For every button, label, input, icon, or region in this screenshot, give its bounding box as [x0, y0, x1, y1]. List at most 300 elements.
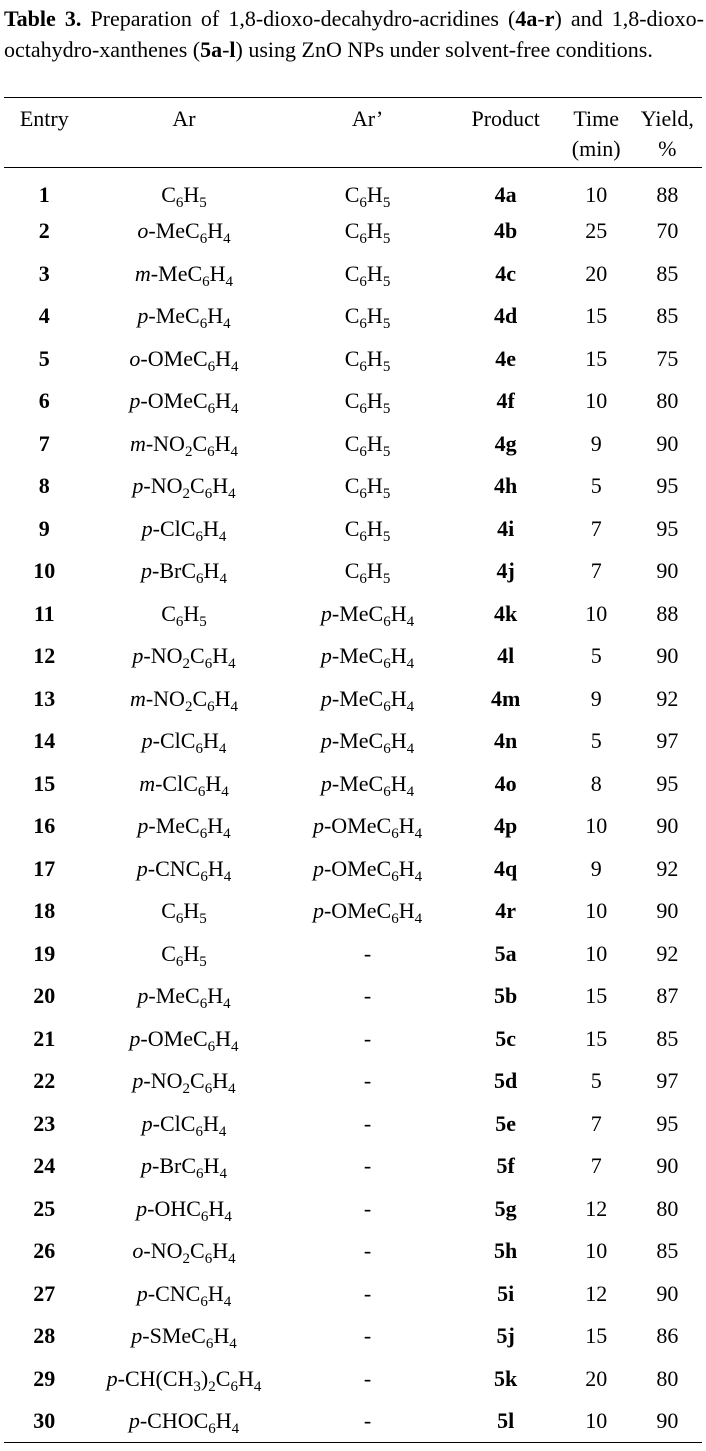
table-row: [4, 465, 702, 508]
formula-part: H: [390, 770, 407, 796]
formula-part: BrC: [159, 558, 197, 584]
formula-subscript: 6: [383, 741, 391, 758]
yield-cell: 95: [656, 473, 679, 499]
formula-subscript: 4: [228, 656, 236, 673]
formula-part: MeC: [158, 260, 203, 286]
formula-subscript: 4: [228, 486, 236, 503]
table-row: [4, 1315, 702, 1358]
table-row: [4, 253, 702, 296]
formula-part: -: [363, 1153, 372, 1179]
ar-prime-cell: [283, 168, 451, 211]
entry-cell: 8: [38, 473, 50, 499]
formula-part: H: [202, 728, 219, 754]
formula-part: C: [192, 430, 208, 456]
ar-cell: [85, 1315, 284, 1358]
formula-subscript: 4: [223, 868, 232, 885]
formula-part: C: [161, 600, 176, 626]
yield-cell: 80: [656, 1195, 679, 1221]
table-row: [4, 550, 702, 593]
ar-prime-cell: [283, 848, 451, 891]
yield-cell: 92: [656, 940, 679, 966]
time-cell: 9: [590, 855, 602, 881]
product-cell: 4i: [497, 515, 515, 541]
yield-cell: 90: [656, 813, 679, 839]
ar-prime-cell: [283, 805, 451, 848]
formula-part: C: [344, 388, 360, 414]
formula-part: -: [363, 1195, 372, 1221]
formula-part: OMeC: [147, 388, 208, 414]
formula-part: C: [190, 1068, 205, 1094]
formula-subscript: 5: [382, 273, 391, 290]
entry-cell: 18: [33, 898, 56, 924]
formula-part: CNC: [155, 855, 201, 881]
formula-subscript: 6: [359, 401, 367, 418]
caption-acridine-last: r: [544, 6, 555, 31]
formula-subscript: 6: [204, 486, 213, 503]
ar-prime-cell: [283, 1060, 451, 1103]
formula-part: H: [366, 182, 383, 207]
time-cell: 5: [590, 643, 602, 669]
formula-subscript: 6: [359, 486, 367, 503]
formula-part: NO: [153, 685, 185, 711]
formula-position-prefix: p-: [141, 558, 160, 584]
formula-subscript: 5: [382, 231, 391, 248]
entry-cell: 28: [33, 1323, 56, 1349]
formula-subscript: 6: [207, 358, 216, 375]
ar-cell: [85, 380, 284, 423]
formula-part: H: [207, 303, 224, 329]
ar-cell: [85, 550, 284, 593]
table-row: [4, 1060, 702, 1103]
formula-part: NO: [150, 1238, 183, 1264]
formula-part: H: [209, 260, 226, 286]
formula-subscript: 6: [196, 1166, 204, 1183]
formula-part: H: [214, 430, 231, 456]
ar-cell: [85, 1018, 284, 1061]
formula-part: H: [213, 1323, 230, 1349]
ar-cell: [85, 465, 284, 508]
formula-subscript: 4: [219, 571, 227, 588]
product-cell: 4o: [494, 770, 517, 796]
ar-cell: [85, 1103, 284, 1146]
formula-subscript: 6: [204, 1251, 213, 1268]
time-cell: 7: [590, 515, 602, 541]
entry-cell: 13: [33, 685, 56, 711]
time-cell: 5: [590, 1068, 602, 1094]
formula-subscript: 6: [195, 528, 203, 545]
entry-cell: 24: [33, 1153, 56, 1179]
entry-cell: 19: [33, 940, 56, 966]
formula-subscript: 5: [382, 316, 391, 333]
formula-subscript: 6: [200, 868, 208, 885]
ar-prime-cell: [283, 465, 451, 508]
formula-part: H: [390, 600, 407, 626]
formula-subscript: 2: [182, 656, 190, 673]
formula-part: H: [207, 218, 224, 244]
formula-part: C: [192, 685, 208, 711]
formula-part: C: [161, 898, 176, 924]
formula-part: C: [190, 643, 205, 669]
formula-part: H: [205, 770, 222, 796]
formula-part: H: [366, 515, 383, 541]
table-row: [4, 720, 702, 763]
formula-subscript: 6: [175, 195, 184, 211]
formula-part: MeC: [339, 643, 384, 669]
formula-subscript: 6: [391, 826, 399, 843]
formula-position-prefix: p-: [320, 685, 340, 711]
ar-prime-cell: [283, 253, 451, 296]
table-row: [4, 423, 702, 466]
ar-cell: [85, 1145, 284, 1188]
formula-subscript: 4: [218, 741, 227, 758]
ar-prime-cell: [283, 763, 451, 806]
product-cell: 4h: [494, 473, 518, 499]
formula-part: NO: [153, 430, 185, 456]
table-row: [4, 1188, 702, 1231]
ar-prime-cell: [283, 1315, 451, 1358]
formula-subscript: 6: [200, 1293, 208, 1310]
yield-cell: 85: [656, 1238, 679, 1264]
formula-part: ClC: [159, 515, 196, 541]
time-cell: 25: [585, 218, 608, 244]
formula-part: H: [366, 218, 383, 244]
formula-subscript: 6: [383, 656, 391, 673]
entry-cell: 23: [33, 1110, 56, 1136]
formula-subscript: 6: [391, 911, 399, 928]
product-cell: 4g: [494, 430, 517, 456]
formula-subscript: 2: [182, 1251, 190, 1268]
formula-part: OMeC: [331, 855, 392, 881]
formula-part: H: [212, 1238, 229, 1264]
formula-position-prefix: p-: [128, 1408, 148, 1433]
formula-subscript: 3: [193, 1378, 201, 1395]
formula-subscript: 4: [231, 1038, 239, 1055]
entry-cell: 14: [33, 728, 56, 754]
formula-subscript: 4: [218, 528, 227, 545]
formula-part: H: [390, 643, 407, 669]
formula-position-prefix: p-: [129, 1025, 148, 1051]
yield-cell: 75: [656, 345, 679, 371]
formula-part: H: [215, 345, 232, 371]
formula-position-prefix: p-: [320, 770, 340, 796]
table-row: [4, 593, 702, 636]
ar-cell: [85, 423, 284, 466]
yield-cell: 92: [656, 685, 679, 711]
formula-part: -: [363, 1323, 372, 1349]
formula-part: MeC: [339, 685, 384, 711]
time-cell: 9: [590, 430, 602, 456]
formula-subscript: 6: [197, 783, 206, 800]
product-cell: 5c: [495, 1025, 517, 1051]
ar-prime-cell: [283, 1188, 451, 1231]
formula-part: MeC: [155, 813, 200, 839]
formula-subscript: 6: [195, 741, 203, 758]
product-cell: 4k: [494, 600, 518, 626]
formula-subscript: 4: [223, 1293, 232, 1310]
yield-cell: 88: [656, 600, 679, 626]
formula-position-prefix: p-: [312, 898, 332, 924]
entry-cell: 30: [4, 1400, 85, 1443]
formula-subscript: 6: [202, 273, 210, 290]
time-cell: 12: [585, 1195, 608, 1221]
formula-position-prefix: p-: [131, 1323, 150, 1349]
formula-position-prefix: p-: [312, 813, 332, 839]
ar-cell: [85, 593, 284, 636]
formula-part: H: [366, 303, 383, 329]
formula-position-prefix: p-: [132, 643, 151, 669]
yield-cell: 85: [656, 303, 679, 329]
time-cell: 5: [590, 473, 602, 499]
product-cell: 5d: [494, 1068, 518, 1094]
formula-position-prefix: p-: [141, 1110, 160, 1136]
product-cell: 4e: [495, 345, 517, 371]
formula-part: SMeC: [149, 1323, 206, 1349]
product-cell: 5j: [496, 1323, 515, 1349]
formula-part: CH(CH: [124, 1365, 194, 1391]
ar-cell: [85, 210, 284, 253]
table-row: [4, 1400, 702, 1443]
formula-position-prefix: p-: [320, 600, 340, 626]
time-cell: 10: [585, 600, 608, 626]
formula-position-prefix: m-: [139, 770, 163, 796]
ar-prime-cell: [283, 1018, 451, 1061]
formula-subscript: 4: [229, 1336, 237, 1353]
formula-part: MeC: [339, 600, 384, 626]
yield-cell: 80: [656, 1365, 679, 1391]
formula-position-prefix: p-: [132, 1068, 151, 1094]
table-row: [4, 805, 702, 848]
time-cell: 7: [590, 1153, 602, 1179]
formula-subscript: 6: [359, 231, 367, 248]
time-cell: 10: [585, 1238, 608, 1264]
ar-prime-cell: [283, 1230, 451, 1273]
ar-cell: [85, 1358, 284, 1401]
formula-subscript: 4: [228, 1251, 236, 1268]
formula-part: H: [202, 1110, 219, 1136]
formula-part: H: [183, 182, 200, 207]
formula-part: H: [390, 728, 407, 754]
ar-prime-cell: [283, 1273, 451, 1316]
formula-part: H: [215, 1408, 232, 1433]
product-cell: 5i: [497, 1280, 515, 1306]
formula-position-prefix: p-: [137, 303, 156, 329]
yield-cell: 88: [656, 182, 679, 207]
time-cell: 10: [585, 388, 608, 414]
formula-part: C: [344, 303, 360, 329]
formula-part: -: [363, 983, 372, 1009]
time-cell: 20: [585, 1365, 608, 1391]
formula-subscript: 4: [414, 868, 423, 885]
table-row: [4, 338, 702, 381]
ar-cell: [85, 253, 284, 296]
product-cell: 5k: [494, 1365, 518, 1391]
formula-subscript: 4: [230, 698, 239, 715]
product-cell: 4b: [494, 218, 518, 244]
ar-prime-cell: [283, 508, 451, 551]
formula-part: OHC: [154, 1195, 201, 1221]
table-row: [4, 210, 702, 253]
table-row: [4, 295, 702, 338]
caption-dash: -: [537, 6, 545, 31]
entry-cell: 27: [33, 1280, 56, 1306]
formula-part: OMeC: [331, 813, 392, 839]
entry-cell: 25: [33, 1195, 56, 1221]
yield-cell: 85: [656, 1025, 679, 1051]
time-cell: 8: [590, 770, 602, 796]
formula-part: -: [363, 1110, 372, 1136]
formula-part: MeC: [339, 728, 384, 754]
formula-subscript: 2: [208, 1378, 216, 1395]
formula-part: H: [212, 473, 229, 499]
formula-part: MeC: [339, 770, 384, 796]
ar-cell: [85, 1188, 284, 1231]
formula-part: MeC: [155, 983, 200, 1009]
formula-part: C: [344, 558, 360, 584]
product-cell: 5e: [495, 1110, 517, 1136]
formula-part: CNC: [155, 1280, 201, 1306]
formula-part: OMeC: [147, 345, 208, 371]
yield-cell: 86: [656, 1323, 679, 1349]
formula-subscript: 4: [225, 273, 234, 290]
formula-position-prefix: p-: [132, 473, 151, 499]
formula-part: H: [207, 1280, 224, 1306]
formula-position-prefix: p-: [137, 813, 156, 839]
product-cell: 5g: [494, 1195, 517, 1221]
formula-part: MeC: [155, 303, 200, 329]
ar-prime-cell: [283, 1358, 451, 1401]
formula-position-prefix: o-: [129, 345, 148, 371]
formula-subscript: 4: [221, 783, 229, 800]
formula-subscript: 5: [382, 443, 391, 460]
formula-subscript: 6: [383, 613, 391, 630]
table-row: [4, 635, 702, 678]
formula-part: H: [203, 558, 220, 584]
formula-subscript: 6: [175, 911, 184, 928]
formula-subscript: 6: [359, 571, 367, 588]
table-row: [4, 975, 702, 1018]
formula-subscript: 4: [224, 1208, 232, 1225]
header-ar: Ar: [85, 98, 284, 168]
yield-cell: 92: [656, 855, 679, 881]
formula-part: H: [366, 473, 383, 499]
entry-cell: 2: [38, 218, 50, 244]
product-cell: 5a: [494, 940, 517, 966]
formula-part: H: [214, 685, 231, 711]
formula-part: -: [363, 1238, 372, 1264]
formula-subscript: 6: [175, 953, 184, 970]
formula-part: CHOC: [147, 1408, 209, 1433]
table-row: [4, 1103, 702, 1146]
formula-subscript: 2: [182, 486, 190, 503]
formula-part: C: [344, 182, 360, 207]
formula-subscript: 6: [204, 1081, 213, 1098]
caption-xanthene-last: l: [229, 37, 236, 62]
formula-part: H: [237, 1365, 254, 1391]
yield-cell: 90: [656, 643, 679, 669]
entry-cell: 10: [33, 558, 56, 584]
formula-part: H: [207, 855, 224, 881]
ar-cell: [85, 805, 284, 848]
yield-cell: 90: [656, 558, 679, 584]
formula-part: BrC: [159, 1153, 197, 1179]
formula-subscript: 5: [199, 911, 207, 928]
table-row: [4, 508, 702, 551]
formula-position-prefix: p-: [136, 1280, 156, 1306]
formula-position-prefix: p-: [129, 388, 148, 414]
entry-cell: 15: [33, 770, 56, 796]
table-row: [4, 1273, 702, 1316]
entry-cell: 6: [38, 388, 50, 414]
time-cell: 9: [590, 685, 602, 711]
entry-cell: 9: [38, 515, 50, 541]
entry-cell: 22: [33, 1068, 56, 1094]
formula-part: -: [363, 1025, 372, 1051]
entry-cell: 4: [38, 303, 50, 329]
product-cell: 4l: [497, 643, 515, 669]
entry-cell: 5: [38, 345, 50, 371]
formula-subscript: 5: [382, 528, 391, 545]
formula-position-prefix: o-: [132, 1238, 151, 1264]
ar-prime-cell: [283, 295, 451, 338]
formula-subscript: 4: [231, 401, 239, 418]
formula-subscript: 4: [218, 1123, 227, 1140]
formula-subscript: 5: [199, 613, 207, 630]
ar-cell: [85, 678, 284, 721]
formula-subscript: 6: [207, 401, 216, 418]
caption-dash: -: [222, 37, 230, 62]
time-cell: 20: [585, 260, 608, 286]
ar-prime-cell: [283, 380, 451, 423]
formula-subscript: 6: [359, 443, 367, 460]
formula-subscript: 6: [200, 1208, 209, 1225]
formula-subscript: 6: [199, 996, 208, 1013]
formula-part: NO: [150, 1068, 183, 1094]
header-ar-prime: Ar’: [283, 98, 451, 168]
formula-part: C: [344, 218, 360, 244]
table-row: [4, 933, 702, 976]
formula-position-prefix: p-: [106, 1365, 125, 1391]
product-cell: 4j: [496, 558, 515, 584]
entry-cell: 3: [38, 260, 50, 286]
formula-subscript: 6: [359, 528, 367, 545]
formula-part: NO: [150, 473, 183, 499]
formula-part: H: [398, 855, 415, 881]
ar-cell: [85, 168, 284, 211]
time-cell: 15: [585, 345, 608, 371]
results-table: [4, 97, 702, 1443]
yield-cell: 87: [656, 983, 679, 1009]
table-row: [4, 678, 702, 721]
header-yield-unit: %: [658, 136, 677, 161]
formula-part: H: [398, 813, 415, 839]
formula-subscript: 6: [205, 1336, 214, 1353]
formula-subscript: 4: [253, 1378, 262, 1395]
formula-part: C: [344, 430, 360, 456]
entry-cell: 1: [38, 182, 50, 207]
formula-subscript: 4: [406, 698, 415, 715]
ar-prime-cell: [283, 678, 451, 721]
ar-cell: [85, 295, 284, 338]
time-cell: 15: [585, 1025, 608, 1051]
time-cell: 15: [585, 1323, 608, 1349]
ar-cell: [85, 508, 284, 551]
yield-cell: 90: [656, 1280, 679, 1306]
ar-cell: [85, 635, 284, 678]
entry-cell: 7: [38, 430, 50, 456]
formula-position-prefix: m-: [129, 430, 154, 456]
formula-subscript: 6: [175, 613, 184, 630]
formula-subscript: 5: [382, 195, 391, 211]
